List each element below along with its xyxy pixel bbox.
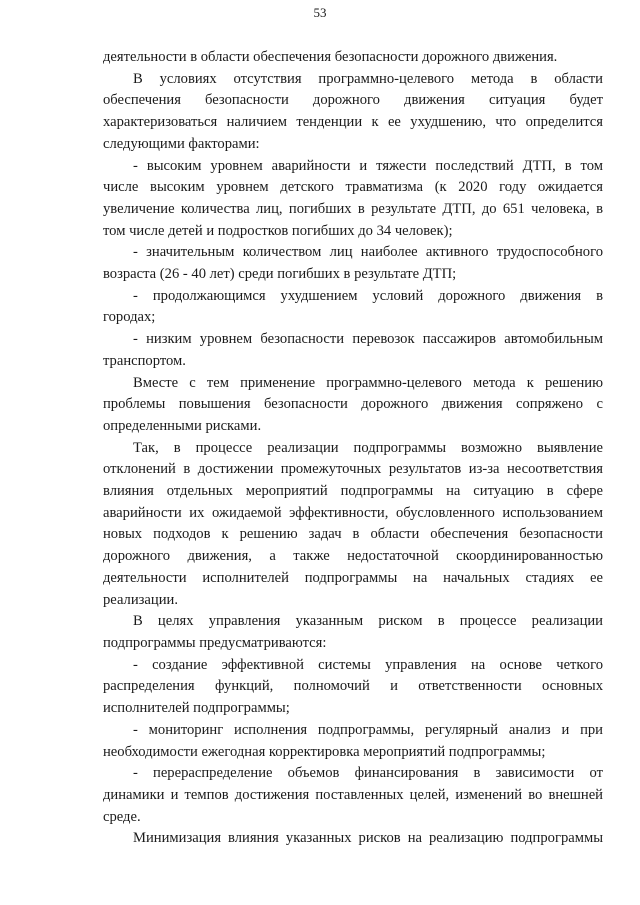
text-line: том числе детей и подростков погибших до 34 человек); [103,222,453,239]
text-line: - высоким уровнем аварийности и тяжести последствий ДТП, в том [133,157,603,174]
text-line: определенными рисками. [103,417,262,434]
text-line: - перераспределение объемов финансирования в зависимости от [133,765,603,782]
text-line: - значительным количеством лиц наиболее активного трудоспособного [133,244,603,261]
text-line: В целях управления указанным риском в процессе реализации [133,613,603,630]
text-line: следующими факторами: [103,135,260,152]
text-line: деятельности в области обеспечения безопасности дорожного движения. [103,49,558,65]
text-line: среде. [103,808,141,825]
text-line: - мониторинг исполнения подпрограммы, регулярный анализ и при [133,721,603,738]
text-line: возраста (26 - 40 лет) среди погибших в результате ДТП; [103,266,457,283]
text-line: транспортом. [103,352,186,369]
text-line: Так, в процессе реализации подпрограммы возможно выявление [133,439,603,456]
page-number: 53 [313,5,327,20]
text-line: динамики и темпов достижения поставленных целей, изменений во внешней [103,786,603,803]
text-line: обеспечения безопасности дорожного движения ситуация будет [103,92,603,109]
text-line: подпрограммы предусматриваются: [103,634,327,651]
text-line: проблемы повышения безопасности дорожного движения сопряжено с [103,396,603,413]
document-body [103,47,603,850]
text-line: аварийности их ожидаемой эффективности, обусловленного использованием [103,504,603,521]
text-line: - продолжающимся ухудшением условий дорожного движения в [133,287,603,304]
text-line: - создание эффективной системы управления на основе четкого [133,656,603,673]
text-line: необходимости ежегодная корректировка мероприятий подпрограммы; [103,743,546,760]
text-line: отклонений в достижении промежуточных результатов из-за несоответствия [103,461,603,478]
text-line: влияния отдельных мероприятий подпрограммы на ситуацию в сфере [103,483,603,500]
text-line: дорожного движения, а также недостаточной скоординированностью [103,548,603,565]
text-line: Минимизация влияния указанных рисков на реализацию подпрограммы [133,830,603,847]
text-line: городах; [103,309,156,326]
text-line: распределения функций, полномочий и ответственности основных [103,678,603,695]
text-line: числе высоким уровнем детского травматизма (к 2020 году ожидается [103,179,603,196]
text-line: исполнителей подпрограммы; [103,700,290,717]
text-line: Вместе с тем применение программно-целевого метода к решению [133,374,603,391]
text-line: характеризоваться наличием тенденции к ее ухудшению, что определится [103,114,603,131]
text-line: новых подходов к решению задач в области обеспечения безопасности [103,526,603,543]
text-line: В условиях отсутствия программно-целевого метода в области [133,70,603,87]
text-line: увеличение количества лиц, погибших в результате ДТП, до 651 человека, в [103,200,603,217]
text-line: деятельности исполнителей подпрограммы на начальных стадиях ее [103,569,603,586]
text-line: реализации. [103,591,178,608]
text-line: - низким уровнем безопасности перевозок пассажиров автомобильным [133,331,603,348]
